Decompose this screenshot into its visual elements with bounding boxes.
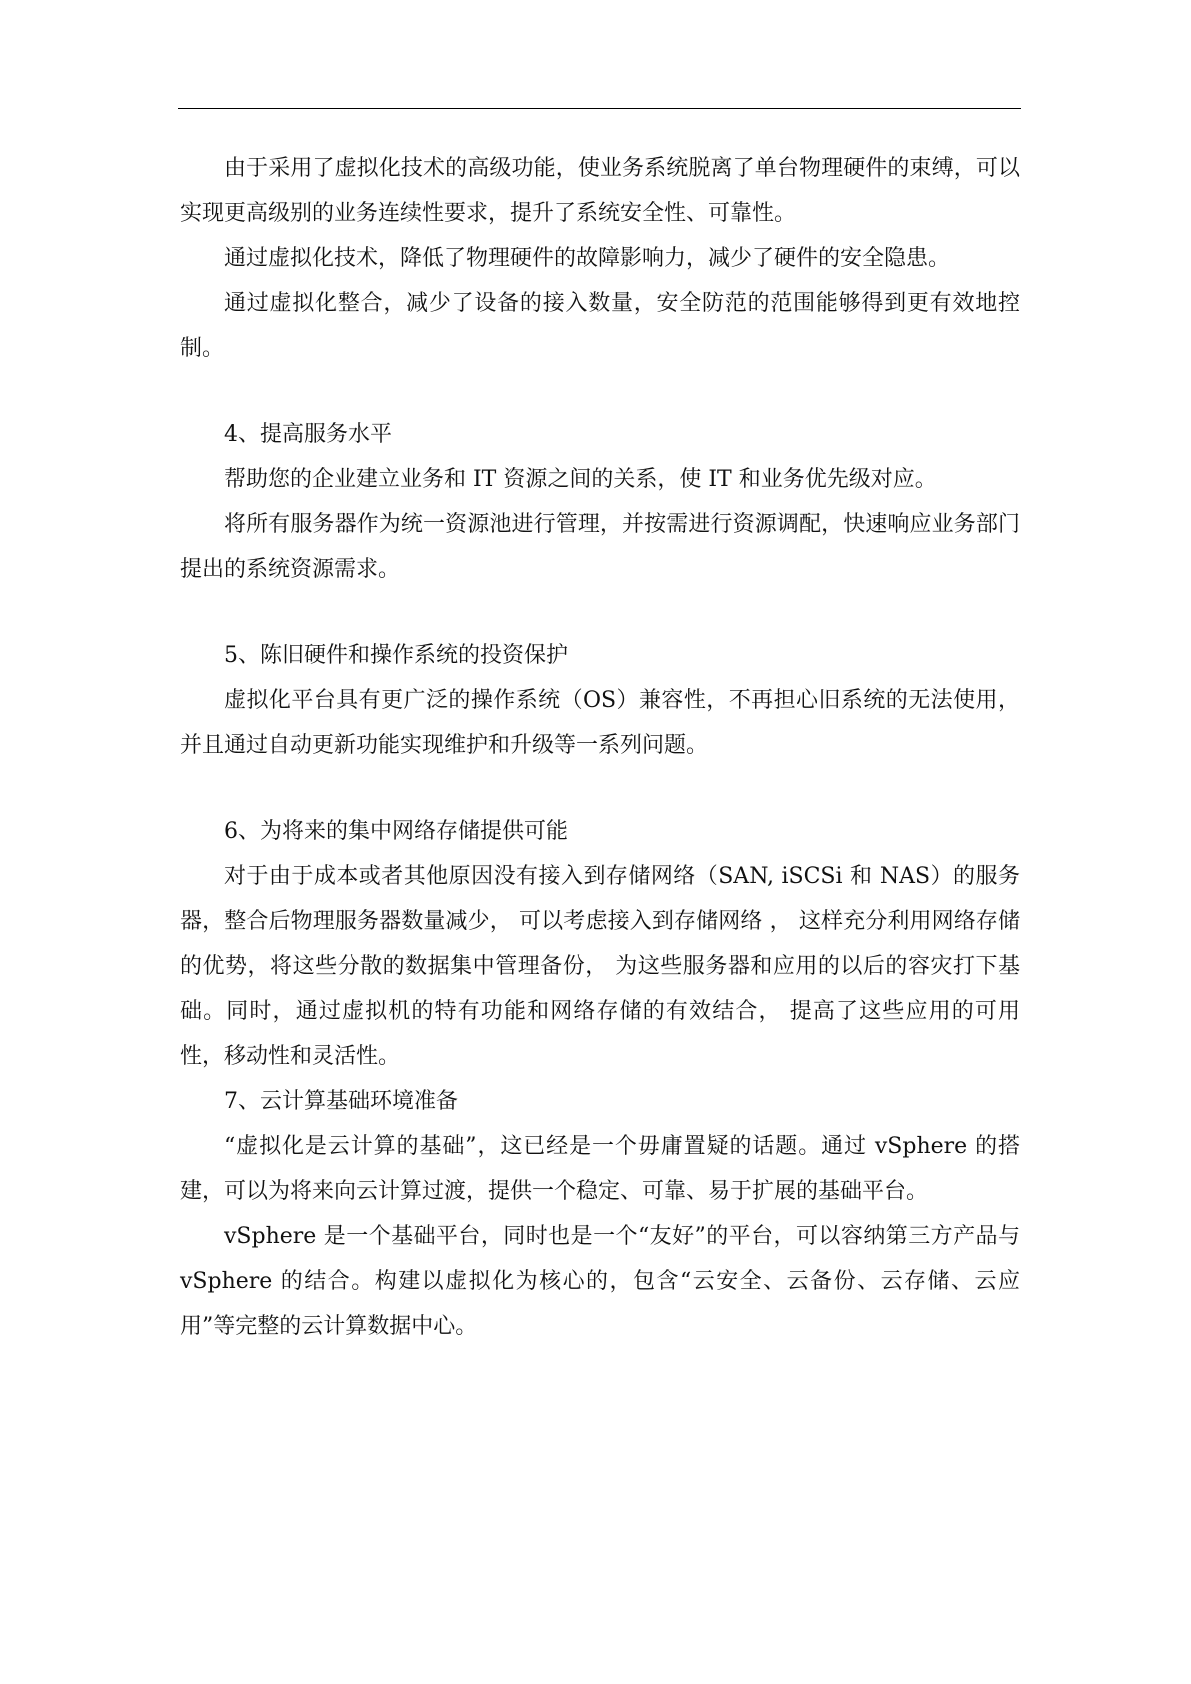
document-body	[180, 146, 1020, 1349]
paragraph: 通过虚拟化技术，降低了物理硬件的故障影响力，减少了硬件的安全隐患。	[224, 246, 951, 271]
section-heading: 4、提高服务水平	[224, 422, 392, 447]
section-heading: 5、陈旧硬件和操作系统的投资保护	[224, 643, 568, 668]
paragraph: 虚拟化平台具有更广泛的操作系统（OS）兼容性，不再担心旧系统的无法使用，并且通过自动更新功能实现维护和升级等一系列问题。	[180, 688, 1020, 758]
spacer	[180, 371, 1020, 412]
spacer	[180, 592, 1020, 633]
paragraph: 将所有服务器作为统一资源池进行管理，并按需进行资源调配，快速响应业务部门提出的系统资源需求。	[180, 512, 1020, 582]
paragraph: 对于由于成本或者其他原因没有接入到存储网络（SAN, iSCSi 和 NAS）的服务器，整合后物理服务器数量减少， 可以考虑接入到存储网络 ， 这样充分利用网络存储的优势，将这些分散的数据集中管理备份， 为这些服务器和应用的以后的容灾打下基础。同时，通过虚拟机的特有功能和网络存储的有效结合， 提高了这些应用的可用性，移动性和灵活性。	[180, 864, 1020, 1069]
paragraph: 由于采用了虚拟化技术的高级功能，使业务系统脱离了单台物理硬件的束缚，可以实现更高级别的业务连续性要求，提升了系统安全性、可靠性。	[180, 156, 1020, 226]
paragraph: “虚拟化是云计算的基础”，这已经是一个毋庸置疑的话题。通过 vSphere 的搭建，可以为将来向云计算过渡，提供一个稳定、可靠、易于扩展的基础平台。	[180, 1134, 1020, 1204]
spacer	[180, 768, 1020, 809]
section-heading: 6、为将来的集中网络存储提供可能	[224, 819, 568, 844]
section-heading: 7、云计算基础环境准备	[224, 1089, 458, 1114]
paragraph: 帮助您的企业建立业务和 IT 资源之间的关系，使 IT 和业务优先级对应。	[224, 467, 937, 492]
paragraph: 通过虚拟化整合，减少了设备的接入数量，安全防范的范围能够得到更有效地控制。	[180, 291, 1020, 361]
header-rule	[178, 108, 1021, 109]
paragraph: vSphere 是一个基础平台，同时也是一个“友好”的平台，可以容纳第三方产品与 vSphere 的结合。构建以虚拟化为核心的，包含“云安全、云备份、云存储、云应用”等完整的云计算数据中心。	[180, 1224, 1020, 1339]
